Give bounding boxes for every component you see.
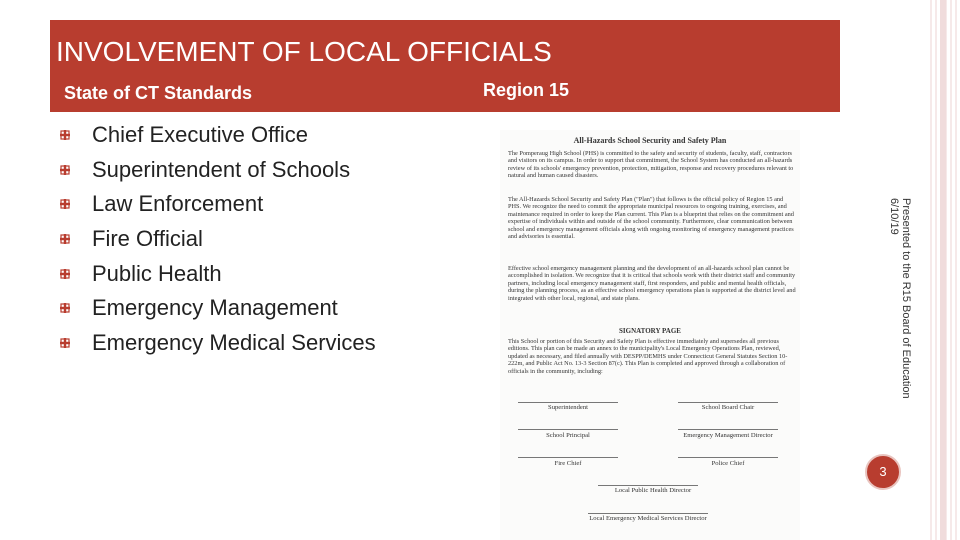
signature-label: Fire Chief [554,460,582,467]
bullet-icon [60,303,70,313]
signature-label: Emergency Management Director [683,432,773,439]
presented-note [888,198,912,408]
bullet-icon [60,338,70,348]
signature-line [588,513,708,514]
document-paragraph: This School or portion of this Security and Safety Plan is effective immediately and supersedes all previous editions. This plan can be made an annex to the municipality's Local Emergency Operations Plan, reviewed, updated as necessary, and filed annually with DESPP/DEMHS under Connecticut General Statutes Section 10-222m, and Public Act No. 13-3 Section 87(c). This Plan is completed and approved through a collaboration of officials in the community, including: [508,338,788,375]
page-number: 3 [879,464,887,479]
document-paragraph: Effective school emergency management planning and the development of an all-hazards school plan cannot be accomplished in isolation. We recognize that it is critical that schools work with their district staff and community partners, including local emergency management staff, first responders, and public and mental health officials, during the planning process, as an effective school emergency operations plan is supported at the district level and integrated with other local, regional, and state plans. [508,265,796,302]
bullet-icon [60,165,70,175]
bullet-icon [60,199,70,209]
slide-title: INVOLVEMENT OF LOCAL OFFICIALS [56,36,552,67]
decorative-stripe-line [940,0,946,540]
subtitle-region: Region 15 [483,80,570,100]
list-item-text: Emergency Management [92,295,338,321]
signature-label: School Board Chair [701,404,755,411]
list-item-text: Superintendent of Schools [92,156,351,182]
signatory-page-title: SIGNATORY PAGE [619,327,681,335]
signature-line [678,457,778,458]
bullet-icon [60,234,70,244]
signature-label: Superintendent [548,404,588,411]
presented-note-line: Presented to the R15 Board of Education [900,198,912,399]
presented-note-text [888,198,912,408]
signature-label: Local Public Health Director [614,487,692,494]
list-item-text: Public Health [92,260,222,286]
subtitle-state-standards: State of CT Standards [64,83,253,103]
list-item-text: Fire Official [92,226,203,252]
signature-label: Local Emergency Medical Services Director [589,515,707,522]
page-number-badge [860,452,906,492]
title-banner [50,20,840,112]
presented-note-date: 6/10/19 [888,198,900,235]
signature-line [518,429,618,430]
document-paragraph: The All-Hazards School Security and Safety Plan ("Plan") that follows is the official policy of Region 15 and PHS. We recognize the need to commit the appropriate municipal resources to ongoing training, exercises, and maintenance required in order to keep the Plan current. This Plan is a blueprint that relies on the commitment and expertise of individuals within and outside of the school community. Furthermore, clear communication between school and emergency management officials along with ongoing monitoring of emergency management practices and advisories is essential. [508,196,794,241]
bullet-icon [60,130,70,140]
plan-document-image [500,130,800,540]
signature-label: Police Chief [711,460,745,467]
document-title: All-Hazards School Security and Safety Plan [573,136,727,145]
list-item-text: Chief Executive Office [92,122,309,147]
signature-label: School Principal [546,432,590,439]
signature-line [598,485,698,486]
list-item-text: Law Enforcement [92,191,264,217]
signature-line [678,402,778,403]
list-item-text: Emergency Medical Services [92,330,376,356]
signature-line [518,402,618,403]
signature-line [678,429,778,430]
document-paragraph: The Pomperaug High School (PHS) is committed to the safety and security of students, faculty, staff, contractors and visitors on its campus. In order to support that commitment, the School System has conducted an all-hazards review of its schools' emergency prevention, protection, mitigation, response and recovery procedures relevant to natural and human caused disasters. [508,150,794,180]
bullet-icon [60,269,70,279]
signature-line [518,457,618,458]
